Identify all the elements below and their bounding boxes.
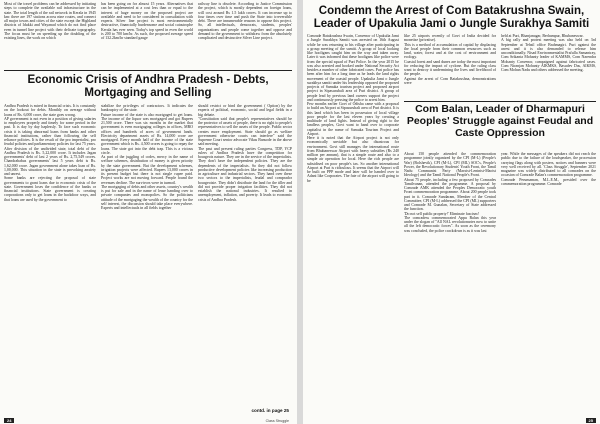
text-block: Andhra Pradesh is mired in financial crisis. It is constantly on the lookout for debts. Monthly on average without loans of Rs. 6,000 crore, the state goes wrong. AP government is not even in a position of giving salaries to employees properly and timely for some period in the past. It is day by day haplessly. To face such economic crisis it is taking abnormal loans from banks and other financial institutions, rather than following the self reliance policies. It is the result of the pro imperialist, pro feudal policies and parliamentary policies for last 75 years. After division of the undivided state, total debt of the Andhra Pradesh is Rs. 5,22,000 crore. It includes Jagan governments' debt of last 2 years of Rs. 2,75,549 crores. Chandrababus governments' last 5 years debt is Rs. 1,62,000 crore. Jagan government alone takes loan of Rs. 1,00,000. This situation in the state is provoking anxiety and unrest. Some banks are rejecting the proposal of state governments to grant loans due to economic crisis of the state. Government loses the confidence of the banks or financial institutions. State government is creating corporations only to get loans in the backdoor ways, and that loans are used by the government to <box>4 104 96 202</box>
page-number: 24 <box>4 418 14 423</box>
continued-note: contd. in page 25 <box>251 408 289 413</box>
text-block: stabilize the privileges of contractors. It indicates the bankruptcy of the state. Future income of the state is also mortgaged to get loans. The income of the liquor was mortgaged and got Rupees 21,500 crore. There was six months in the market that government is even mortgaging colleges in offices, MRO offices and hundreds of acres of government lands. Electricity department assets of Rs. 14,000 crore are mortgaged. Every month half of the income of the state government which is Rs. 4,500 crores is going to repay the loans. The state got into the debt trap. This is a vicious circle. As part of the juggling of codes, mercy in the name of welfare schemes, distribution of money is given priority by the state government. But the development schemes, irrigation projects were affected. Rupees 13,000 crores in its present budget but there is not single rupee paid. Project works are not moving forward. People found the revenues decline. The survivors were in turmoil. The mortgaging of debts and other assets, country's wealth is put for sale and in the name of lease handing over to private companies and monopolies. So the politicians attitude of the mortgaging the wealth of the country for the self interest, the discussion should take place everywhere. Experts and intellectuals in all fields together <box>101 104 193 210</box>
article-column-1 <box>4 104 96 414</box>
article-headline: Condemn the Arrest of Com Batakrushna Swain, Leader of Upakulia Jami o Jungle Surakhya Samiti <box>313 5 590 30</box>
previous-article-column-2 <box>101 2 193 68</box>
text-block: held at Puri, Bhanjanagar, Berhampur, Bhubaneswar. A big rally and protest meeting was also held on 3rd September at Tehsil office Brahmagiri. Puri against the arrest and it is also demanded to release him unconditionally. Nisad Environmentalist Prafulla Samantray, Com Srikanta Mohanty leader of KAMMS, Com Narendra Mohanty Convenor, campaigned against fabricated cases. Com Niranjan Mohanty AIKMKS, Basudev Das, AIKMS, Com Mohan Nadu and others addressed the meeting. <box>501 34 596 72</box>
text-block: About 150 people attended the commemoration programme jointly organized by the CPI (M-L) (People's War) (Bolshevik), CPI (M-L), CPI (ML) SOC's, People's Power, the Revolutionary Students' Youth Front, the Tamil Nadu Communist Party (Marxist-Leninist-Maoist Ideology) and the Tamil National People's Front. About 75 people, including a few proposed by Comrades Tamilvanan, attended the programme. A proposal by Comrade AMK attended the Peoples Democratic youth Front commemoration programme. About 200 people took part in it. Comrade Sundaram, Member of the Central Committee, CPI (M-L) addressed the CPI (ML) supporters and Comrade M. Gunalan, Secretary of State addressed the function. 'Do not sell public property!' Eliminate fascism! The comradess commemorated Appu Balan this year under the slogan of "All NAL revolutionaries now to unite all the left democratic forces". As soon as the ceremony was concluded, the police crackdown is as it was last <box>404 152 496 233</box>
text-block: year. While the messages of the speakers did not reach the public due to the failure of the loudspeaker, the procession carrying flags along with posters, notices and banners were very well received by all. 'Class Struggle', September 2021 magazine was widely distributed to all comrades on the occasion of Comrade Balan's commemoration programme. Comrade Perumaman, M.L.E.M., presided over the commemoration programme. Comrade <box>501 152 596 186</box>
article-column-2 <box>101 104 193 414</box>
publication-footer: Class Struggle <box>265 419 289 423</box>
article-column-3 <box>198 104 292 404</box>
divider <box>404 101 596 102</box>
right-page <box>303 0 600 424</box>
text-block: railway line is obsolete. According to Justice Commission the project, which is mostly dependent on foreign loans, will cost around Rs 1.5 lakh crores. It can increase up to four times over time and push the State into irreversible debt. There are innumerable reasons to oppose this project. So, all intellectuals, democrats, students, peoples' organizations and people come together and oppose and demand to the government to withdraw from the absolutely complicated and destructive Silver Line project. <box>198 2 292 40</box>
balan-article-column-2 <box>501 152 596 414</box>
text-block: has been going on for almost 15 years. Alternatives that can be implemented at a cost less than or equal to the interest of huge money on the proposed project are available and need to be considered in consultation with experts. Silver line project is most environmentally destructive, financially burdensome and social catastrophe Kerala has ever seen. Today's top speed in even the world is 200 to 700 km/hr. As such, the proposed average speed of 132.2km/hr standard gauge <box>101 2 193 40</box>
text-block: should restrict or bind the government ( Option) by the experts of political, economic, social and legal fields in a big debate. "Constitution said that people's representatives should be the protector of assets of people, there is no right to people's representatives to sell the assets of the people. Public sector creates more employment. State should go as welfare government otherwise courts can interfere" said the Supreme Court senior advocate Vikas Bansode in the above said meeting. The past and present ruling parties Congress, TDP, YCP rulers of Andhra Pradesh have the competition for bourgeois nature. They are in the service of the imperialists. They don't have the independent policies. They are the dependents of the imperialists. So they did not follow productive development policies like increasing production in agriculture and industrial sectors. They hand over these two sectors to the imperialists, feudal and comprador bourgeoisie. They didn't distribute the land for the tiller and did not provide proper irrigation facilities. They did not establish the national industries. It resulted in unemployment, inflation, and poverty. It leads to economic crisis of Andhra Pradesh. <box>198 104 292 202</box>
text-block: like 25 airports recently of Govt of India decided for monetise (privatise). This is a method of accumulation of capital by displacing the local people from their common resources such as land, water, forest and at the cost of environment and ecology. Coastal forest and sand dunes are today the most important for reducing the impact of cyclone. But the ruling class want to destroy it undermining the lives and livelihood of the people. Against the arrest of Com Batakrushna, demonstrations were <box>404 34 496 85</box>
balan-article-column-1 <box>404 152 496 414</box>
left-page <box>0 0 297 424</box>
page-number: 25 <box>586 418 596 423</box>
text-block: Most of the travel problems can be addressed by initiating steps to complete the available rail infrastructure in the state. The total length of the rail network in Kerala in 1945 km: there are 197 stations across nine routes, and connect all major towns and cities of the state except the Highland districts of Idukki and Wayanad which do not find place even in tunnel line project with their delicate topography. The focus must be on speeding up the doubling of the existing lines, the work on which <box>4 2 96 40</box>
arrest-article-column-1 <box>307 34 399 414</box>
divider <box>4 70 292 71</box>
article-headline: Economic Crisis of Andhra Pradesh - Debts, Mortgaging and Selling <box>27 74 269 99</box>
second-article-headline: Com Balan, Leader of Dharmapuri Peoples' Struggle against Feudal and Caste Oppression <box>406 103 594 139</box>
previous-article-column-1 <box>4 2 96 68</box>
arrest-article-column-2 <box>404 34 496 98</box>
text-block: Comrade Batakrushna Swain, Convenor of Upakulia Jami o Jungle Surakhya Samiti was arrested on 16th August while he was returning to his village after participating in a group meeting of the samiti. A group of local looking like hooligans caught him on the way and taken away. Later it was informed that these hooligans like police were from the special squad of Puri Police. In the year 2015 he was also arrested and booked under National Security Act besides a number of other fabricated cases. Puri police has been after him for a long time as he leads the land rights movement of the coastal people. Upakulia Jami o Jungle surakhya samiti under his leadership opposed the proposed projects of Samuka tourism project and proposed airport project in Sipasurubali area of Puri district. A group of people lead by previous land owners support the project and continuously pressing the police to arrest him. Few months earlier Govt of Odisha came with a proposal to build an Airport at Sipasurubali area of Puri district. It is this land which has been in possession of local village poor people for the last eleven years by creating a multitude of land fights. Instead of giving right to the landless peoples, Govt want to hand over to corporate capitalist in the name of Samuka Tourism Project and Airport. Here it is noted that the Airport project is not only economically unviable but also disastrous for environment. Govt still manages the international route from Bhubaneswar Airport with heavy subsidies (Rs 240 million per annum), that is a simple route and also to a simple air operation for local. Here the rich people are subsidised on poor people's tax. So another international Airport at Puri is ridiculous. It seems that the Airport will be built on PPP mode and later will be handed over to Adani like Corporates. The fate of the airport will going to be <box>307 34 399 183</box>
arrest-article-column-3 <box>501 34 596 98</box>
previous-article-column-3 <box>198 2 292 68</box>
